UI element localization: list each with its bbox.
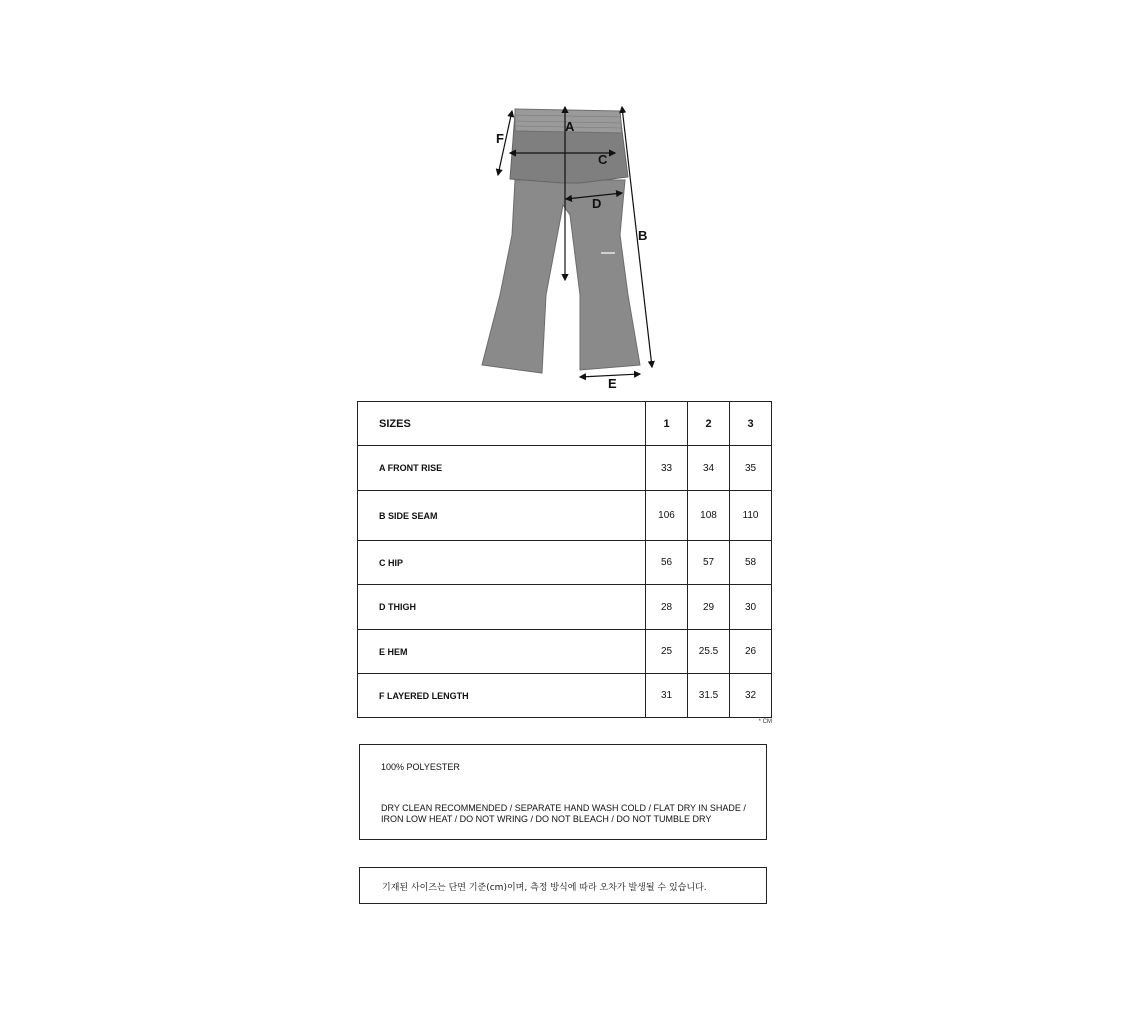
measure-a-label: A — [565, 119, 575, 134]
table-row — [358, 541, 772, 585]
measurement-value: 56 — [646, 541, 688, 585]
measurement-label: D THIGH — [358, 585, 646, 630]
measurement-label: E HEM — [358, 630, 646, 674]
measure-b-label: B — [638, 228, 648, 243]
measurement-value: 35 — [730, 446, 772, 491]
size-table — [357, 401, 772, 718]
size-note-box — [359, 867, 767, 904]
measurement-value: 30 — [730, 585, 772, 630]
measurement-value: 34 — [688, 446, 730, 491]
table-row — [358, 630, 772, 674]
table-row — [358, 674, 772, 718]
measurement-value: 33 — [646, 446, 688, 491]
pants-legs — [482, 180, 640, 373]
measurement-value: 31 — [646, 674, 688, 718]
sizes-header: SIZES — [358, 402, 646, 446]
measurement-value: 26 — [730, 630, 772, 674]
measurement-label: F LAYERED LENGTH — [358, 674, 646, 718]
care-line: DRY CLEAN RECOMMENDED / SEPARATE HAND WASH COLD / FLAT DRY IN SHADE / — [381, 803, 746, 813]
unit-note: * CM — [758, 719, 772, 725]
measure-d-label: D — [592, 196, 602, 211]
size-note-text: 기재된 사이즈는 단면 기준(cm)이며, 측정 방식에 따라 오차가 발생될 수 있습니다. — [382, 883, 707, 893]
care-instructions — [381, 803, 751, 825]
measurement-value: 25.5 — [688, 630, 730, 674]
measure-c-label: C — [598, 152, 608, 167]
measurement-value: 29 — [688, 585, 730, 630]
table-row — [358, 446, 772, 491]
table-row — [358, 491, 772, 541]
measurement-label: B SIDE SEAM — [358, 491, 646, 541]
table-row — [358, 585, 772, 630]
measurement-value: 108 — [688, 491, 730, 541]
material-text: 100% POLYESTER — [381, 762, 460, 772]
pants-logo — [601, 252, 615, 254]
measurement-value: 25 — [646, 630, 688, 674]
measurement-label: C HIP — [358, 541, 646, 585]
measure-f-label: F — [496, 131, 504, 146]
care-line: IRON LOW HEAT / DO NOT WRING / DO NOT BLEACH / DO NOT TUMBLE DRY — [381, 814, 712, 824]
measurement-value: 32 — [730, 674, 772, 718]
measurement-value: 57 — [688, 541, 730, 585]
measurement-value: 106 — [646, 491, 688, 541]
measure-e-label: E — [608, 376, 617, 391]
pants-measurement-diagram — [470, 95, 670, 400]
measurement-label: A FRONT RISE — [358, 446, 646, 491]
size-header: 3 — [730, 402, 772, 446]
measurement-value: 28 — [646, 585, 688, 630]
care-info-box — [359, 744, 767, 840]
size-header: 1 — [646, 402, 688, 446]
size-header: 2 — [688, 402, 730, 446]
table-header-row — [358, 402, 772, 446]
measurement-value: 110 — [730, 491, 772, 541]
measurement-value: 31.5 — [688, 674, 730, 718]
measurement-value: 58 — [730, 541, 772, 585]
